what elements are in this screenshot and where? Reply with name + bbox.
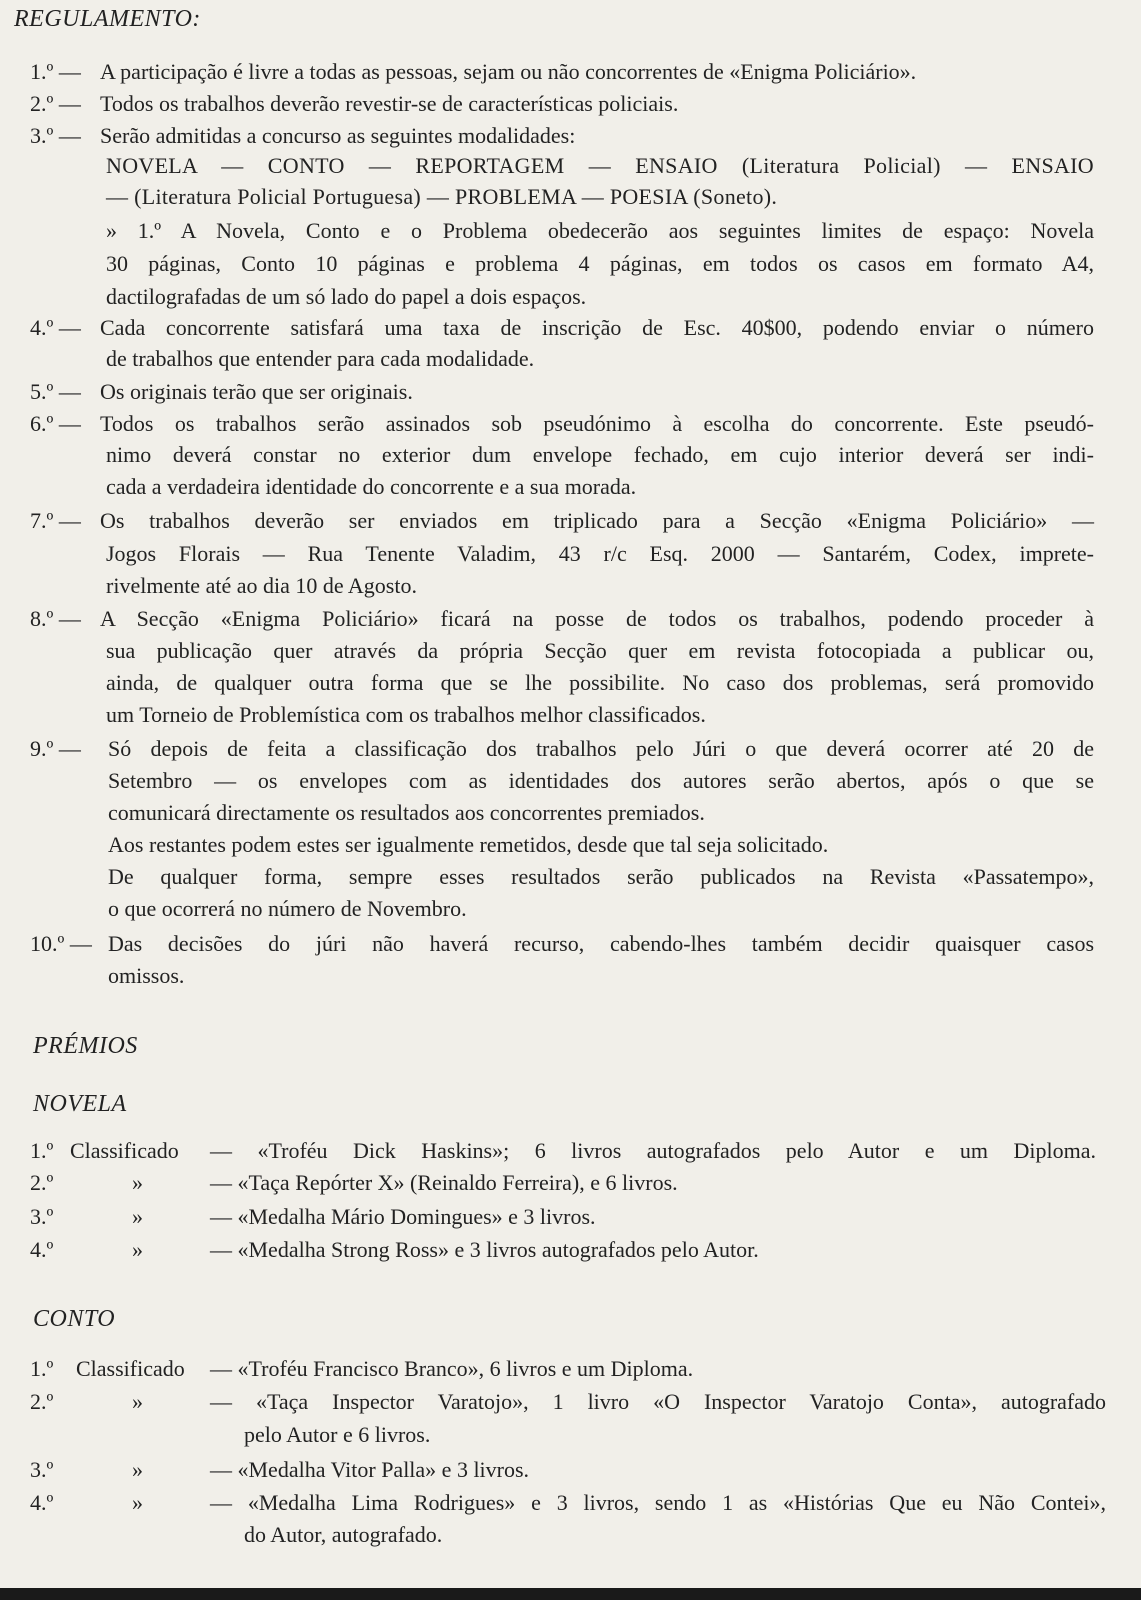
conto-prize-1: — «Troféu Francisco Branco», 6 livros e um Diploma. (210, 1356, 694, 1381)
item-9-number: 9.º — (30, 736, 81, 761)
item-1-line-1: A participação é livre a todas as pessoas, sejam ou não concorrentes de «Enigma Policiário». (100, 59, 917, 84)
item-8-line-3: ainda, de qualquer outra forma que se lhe possibilite. No caso dos problemas, será promovido (106, 670, 1094, 695)
item-8-line-1: A Secção «Enigma Policiário» ficará na posse de todos os trabalhos, podendo proceder à (100, 606, 1094, 631)
item-8-number: 8.º — (30, 606, 81, 631)
item-3-line-2: NOVELA — CONTO — REPORTAGEM — ENSAIO (Literatura Policial) — ENSAIO (106, 153, 1094, 178)
premios-heading: PRÉMIOS (33, 1033, 138, 1059)
conto-label-3: » (132, 1457, 143, 1482)
novela-place-1: 1.º (30, 1138, 54, 1163)
conto-place-1: 1.º (30, 1356, 54, 1381)
novela-heading: NOVELA (33, 1091, 127, 1117)
novela-label-3: » (132, 1204, 143, 1229)
novela-prize-2: — «Taça Repórter X» (Reinaldo Ferreira), e 6 livros. (210, 1170, 678, 1195)
item-8-line-4: um Torneio de Problemística com os trabalhos melhor classificados. (106, 702, 706, 727)
bottom-border (0, 1588, 1141, 1600)
novela-place-2: 2.º (30, 1170, 54, 1195)
conto-label-2: » (132, 1389, 143, 1414)
novela-label-4: » (132, 1237, 143, 1262)
novela-prize-4: — «Medalha Strong Ross» e 3 livros autografados pelo Autor. (210, 1237, 759, 1262)
item-7-number: 7.º — (30, 508, 81, 533)
item-3-line-5: 30 páginas, Conto 10 páginas e problema 4 páginas, em todos os casos em formato A4, (106, 251, 1094, 276)
conto-prize-2-line-2: pelo Autor e 6 livros. (244, 1422, 431, 1447)
item-3-line-4: » 1.º A Novela, Conto e o Problema obedecerão aos seguintes limites de espaço: Novela (106, 218, 1094, 243)
novela-prize-1: — «Troféu Dick Haskins»; 6 livros autografados pelo Autor e um Diploma. (210, 1138, 1096, 1163)
item-2-line-1: Todos os trabalhos deverão revestir-se de características policiais. (100, 91, 679, 116)
item-10-number: 10.º — (30, 931, 92, 956)
item-6-line-1: Todos os trabalhos serão assinados sob pseudónimo à escolha do concorrente. Este pseudó- (100, 411, 1094, 436)
item-3-line-6: dactilografadas de um só lado do papel a dois espaços. (106, 284, 587, 309)
item-9-line-5: De qualquer forma, sempre esses resultados serão publicados na Revista «Passatempo», (108, 864, 1094, 889)
item-6-line-3: cada a verdadeira identidade do concorrente e a sua morada. (106, 474, 637, 499)
item-4-number: 4.º — (30, 315, 81, 340)
item-2-number: 2.º — (30, 91, 81, 116)
conto-prize-2-line-1: — «Taça Inspector Varatojo», 1 livro «O Inspector Varatojo Conta», autografado (210, 1389, 1106, 1414)
novela-label-1: Classificado (70, 1138, 179, 1163)
conto-heading: CONTO (33, 1306, 116, 1332)
item-7-line-2: Jogos Florais — Rua Tenente Valadim, 43 r/c Esq. 2000 — Santarém, Codex, imprete- (106, 541, 1094, 566)
novela-place-4: 4.º (30, 1237, 54, 1262)
item-9-line-1: Só depois de feita a classificação dos trabalhos pelo Júri o que deverá ocorrer até 20 de (108, 736, 1094, 761)
item-6-number: 6.º — (30, 411, 81, 436)
item-9-line-3: comunicará directamente os resultados aos concorrentes premiados. (108, 800, 705, 825)
item-7-line-3: rivelmente até ao dia 10 de Agosto. (106, 573, 417, 598)
item-3-line-1: Serão admitidas a concurso as seguintes modalidades: (100, 123, 576, 148)
conto-prize-4-line-2: do Autor, autografado. (244, 1522, 443, 1547)
conto-prize-4-line-1: — «Medalha Lima Rodrigues» e 3 livros, sendo 1 as «Histórias Que eu Não Contei», (210, 1490, 1106, 1515)
conto-label-4: » (132, 1490, 143, 1515)
novela-label-2: » (132, 1170, 143, 1195)
item-3-number: 3.º — (30, 123, 81, 148)
item-4-line-1: Cada concorrente satisfará uma taxa de inscrição de Esc. 40$00, podendo enviar o número (100, 315, 1094, 340)
item-5-line-1: Os originais terão que ser originais. (100, 379, 413, 404)
item-10-line-2: omissos. (108, 963, 185, 988)
novela-prize-3: — «Medalha Mário Domingues» e 3 livros. (210, 1204, 596, 1229)
item-5-number: 5.º — (30, 379, 81, 404)
conto-label-1: Classificado (76, 1356, 185, 1381)
item-3-line-3: — (Literatura Policial Portuguesa) — PROBLEMA — POESIA (Soneto). (106, 184, 778, 209)
conto-place-4: 4.º (30, 1490, 54, 1515)
item-6-line-2: nimo deverá constar no exterior dum envelope fechado, em cujo interior deverá ser indi- (106, 442, 1094, 467)
item-9-line-4: Aos restantes podem estes ser igualmente remetidos, desde que tal seja solicitado. (108, 832, 829, 857)
item-9-line-6: o que ocorrerá no número de Novembro. (108, 896, 467, 921)
novela-place-3: 3.º (30, 1204, 54, 1229)
item-8-line-2: sua publicação quer através da própria Secção quer em revista fotocopiada a publicar ou, (106, 638, 1094, 663)
conto-place-2: 2.º (30, 1389, 54, 1414)
item-10-line-1: Das decisões do júri não haverá recurso, cabendo-lhes também decidir quaisquer casos (108, 931, 1094, 956)
regulamento-heading: REGULAMENTO: (14, 6, 201, 32)
conto-place-3: 3.º (30, 1457, 54, 1482)
item-4-line-2: de trabalhos que entender para cada modalidade. (106, 346, 535, 371)
item-7-line-1: Os trabalhos deverão ser enviados em triplicado para a Secção «Enigma Policiário» — (100, 508, 1094, 533)
conto-prize-3: — «Medalha Vitor Palla» e 3 livros. (210, 1457, 530, 1482)
item-9-line-2: Setembro — os envelopes com as identidades dos autores serão abertos, após o que se (108, 768, 1094, 793)
item-1-number: 1.º — (30, 59, 81, 84)
